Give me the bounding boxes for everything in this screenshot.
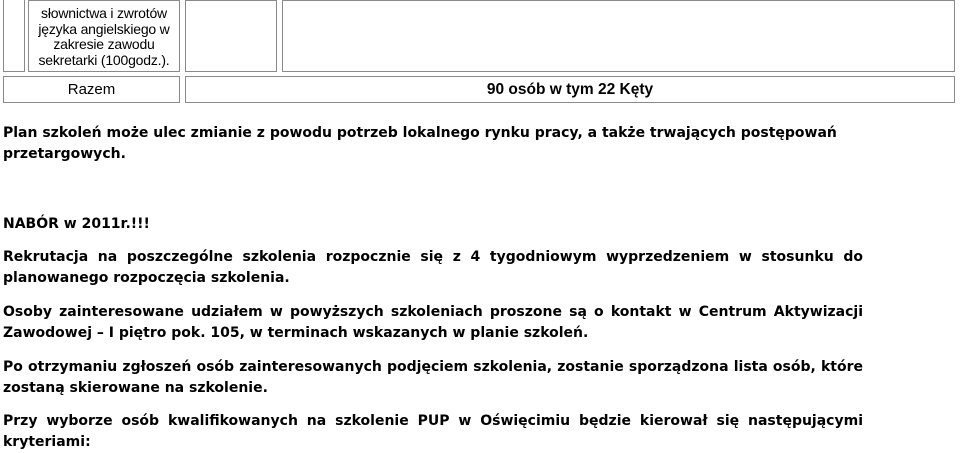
contact-paragraph: Osoby zainteresowane udziałem w powyższych szkoleniach proszone są o kontakt w Centrum Aktywizacji Zawodowej – I piętro pok. 105, w terminach wskazanych w planie szkoleń.	[3, 304, 863, 341]
recruitment-paragraph: Rekrutacja na poszczególne szkolenia rozpocznie się z 4 tygodniowym wyprzedzeniem w stosunku do planowanego rozpoczęcia szkolenia.	[3, 249, 863, 286]
list-paragraph: Po otrzymaniu zgłoszeń osób zainteresowanych podjęciem szkolenia, zostanie sporządzona lista osób, które zostaną skierowane na szkolenie.	[3, 359, 863, 396]
criteria-paragraph: Przy wyborze osób kwalifikowanych na szkolenie PUP w Oświęcimiu będzie kierował się następującymi kryteriami:	[3, 413, 863, 450]
recruitment-heading: NABÓR w 2011r.!!!	[3, 216, 150, 232]
total-label: Razem	[67, 81, 116, 98]
table-cell-empty	[282, 0, 955, 72]
plan-notice: Plan szkoleń może ulec zmianie z powodu potrzeb lokalnego rynku pracy, a także trwających postępowań przetargowych.	[3, 125, 837, 162]
training-table	[3, 0, 955, 103]
table-cell-total-value	[185, 76, 955, 103]
training-description: słownictwa i zwrotów języka angielskiego w zakresie zawodu sekretarki (100godz.).	[38, 5, 170, 68]
table-cell-description	[28, 0, 180, 72]
table-cell-number	[3, 0, 25, 72]
table-cell-total-label	[3, 76, 180, 103]
total-value: 90 osób w tym 22 Kęty	[486, 81, 654, 98]
table-cell-empty	[185, 0, 277, 72]
